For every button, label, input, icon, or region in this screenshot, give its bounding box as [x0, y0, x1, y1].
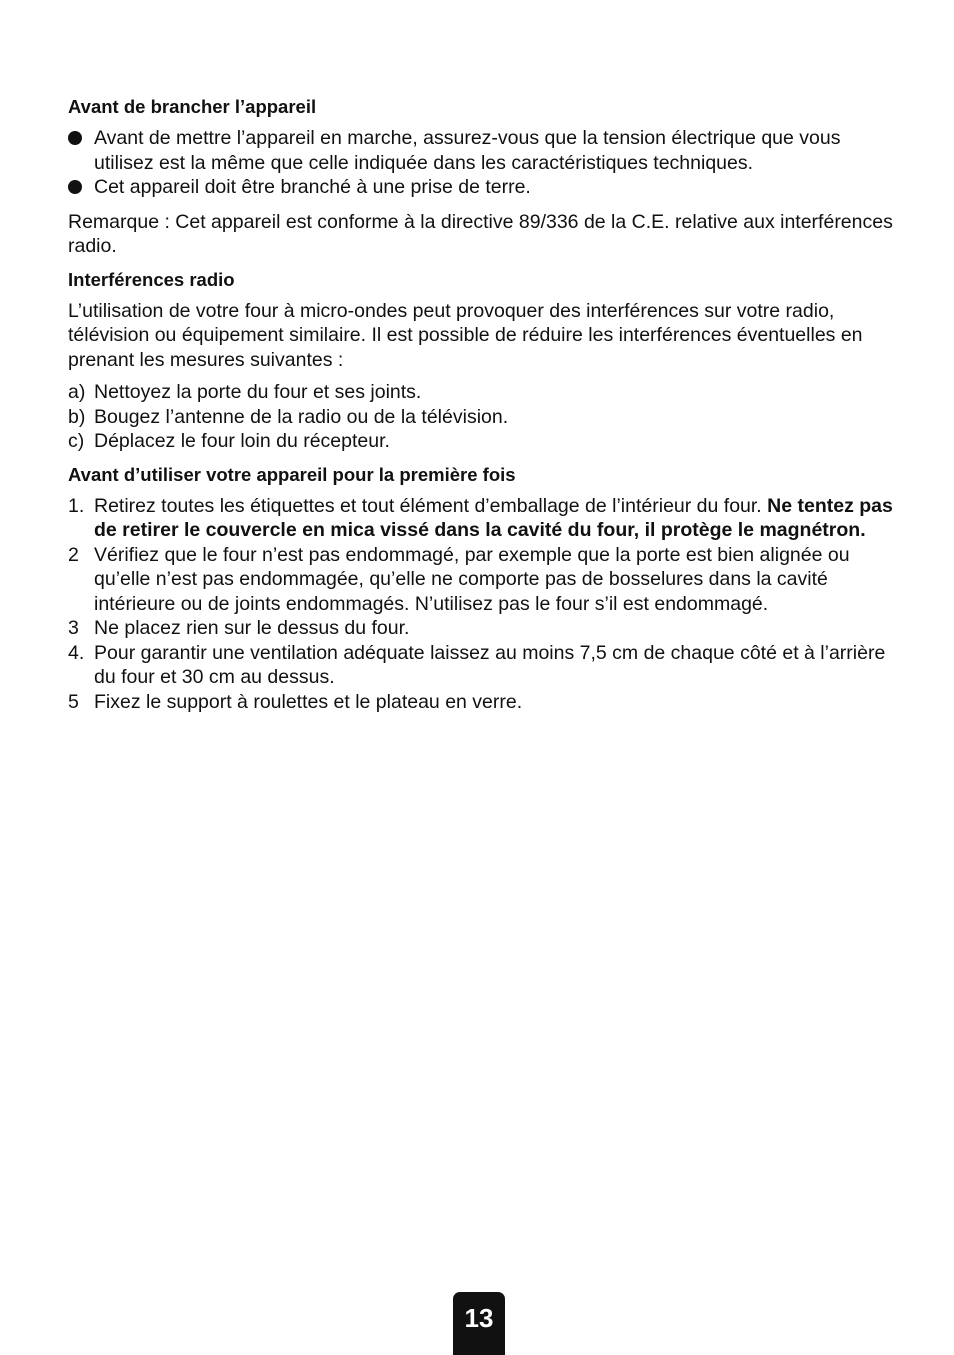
list-item [68, 175, 893, 201]
list-item [68, 494, 893, 543]
page-content [68, 95, 893, 723]
intro-paragraph: L’utilisation de votre four à micro-ondes peut provoquer des interférences sur votre radio, télévision ou équipement similaire. Il est possible de réduire les interférences éventuelles en prenant les mesures suivantes : [68, 299, 863, 371]
lettered-list [68, 380, 893, 454]
page-number: 13 [453, 1292, 505, 1355]
list-item-text: Avant de mettre l’appareil en marche, assurez-vous que la tension électrique que vous utilisez est la même que celle indiquée dans les caractéristiques techniques. [94, 127, 841, 174]
list-item [68, 380, 893, 405]
list-marker: 1. [68, 494, 85, 517]
bullet-icon [68, 175, 94, 201]
list-item-text: Cet appareil doit être branché à une prise de terre. [94, 176, 531, 198]
list-item-text-bold: Ne tentez pas de retirer le couvercle en mica vissé dans la cavité du four, il protège le magnétron. [94, 494, 893, 541]
remark-paragraph: Remarque : Cet appareil est conforme à la directive 89/336 de la C.E. relative aux interférences radio. [68, 210, 893, 257]
list-marker: 4. [68, 641, 85, 664]
list-item-text: Bougez l’antenne de la radio ou de la télévision. [94, 405, 509, 428]
section-heading-interferences: Interférences radio [68, 268, 235, 290]
list-marker: c) [68, 430, 85, 452]
bullet-icon [68, 126, 94, 152]
list-item [68, 405, 893, 430]
list-marker: a) [68, 381, 86, 403]
list-item-text: Ne placez rien sur le dessus du four. [94, 617, 410, 639]
list-item [68, 429, 893, 454]
section-heading-premiere-utilisation: Avant d’utiliser votre appareil pour la première fois [68, 463, 516, 485]
list-marker: b) [68, 405, 86, 428]
list-item [68, 641, 893, 690]
list-item-text-normal: Retirez toutes les étiquettes et tout élément d’emballage de l’intérieur du four. [94, 494, 768, 517]
list-item-text [94, 494, 893, 543]
list-item-text: Vérifiez que le four n’est pas endommagé, par exemple que la porte est bien alignée ou qu’elle n’est pas endommagée, qu’elle ne comporte pas de bosselures dans la cavité intérieure ou de joints endommagés. N’utilisez pas le four s’il est endommagé. [94, 543, 850, 615]
list-item [68, 690, 893, 715]
list-item [68, 616, 893, 641]
list-item-text: Nettoyez la porte du four et ses joints. [94, 381, 422, 403]
numbered-list [68, 494, 893, 715]
list-item-text: Déplacez le four loin du récepteur. [94, 430, 390, 452]
bullet-list [68, 126, 893, 201]
list-item-text: Fixez le support à roulettes et le plateau en verre. [94, 690, 523, 713]
list-marker: 5 [68, 690, 79, 713]
section-heading-branchement: Avant de brancher l’appareil [68, 96, 317, 117]
list-marker: 3 [68, 617, 79, 639]
list-marker: 2 [68, 543, 79, 566]
list-item-text: Pour garantir une ventilation adéquate laissez au moins 7,5 cm de chaque côté et à l’arrière du four et 30 cm au dessus. [94, 641, 886, 688]
list-item [68, 543, 893, 617]
list-item [68, 126, 893, 175]
